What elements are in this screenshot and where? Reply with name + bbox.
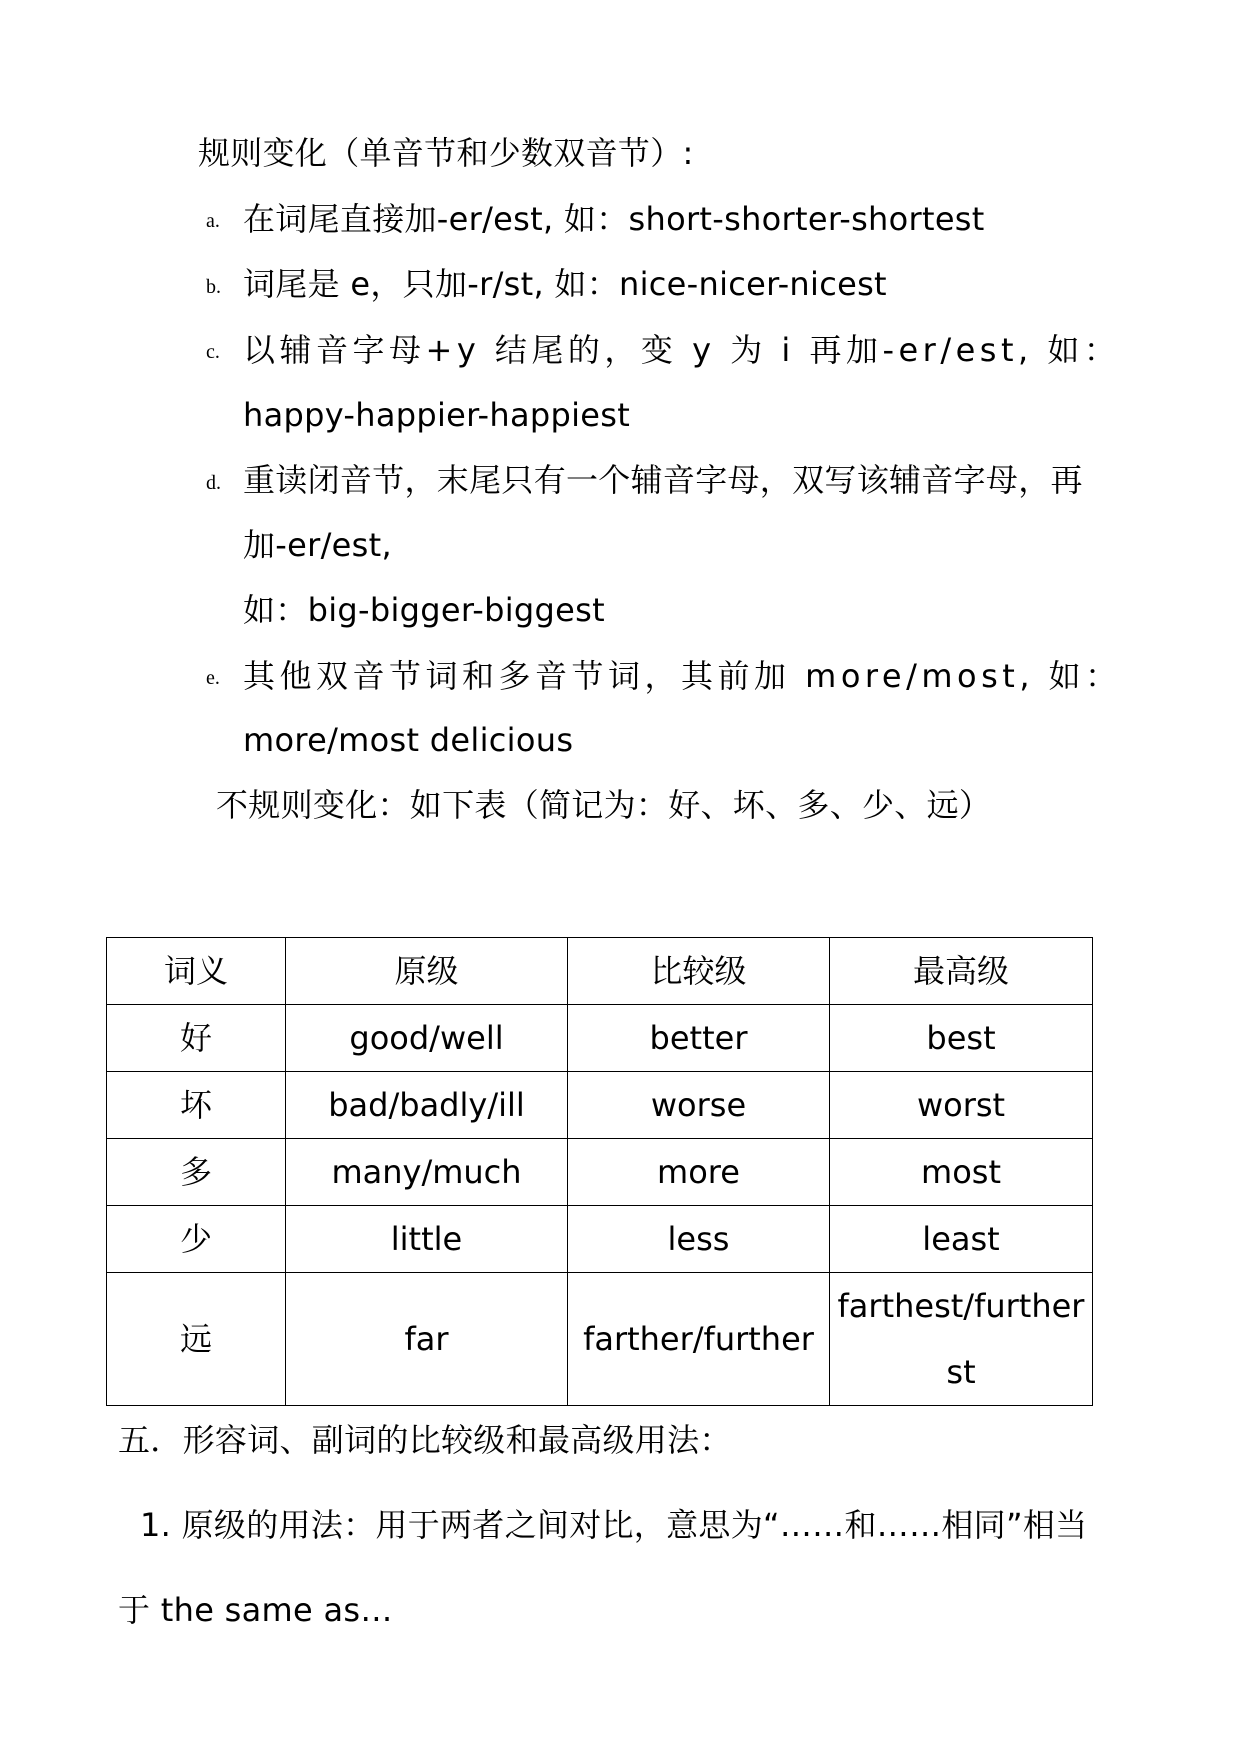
rule-d-text-line3: 如：big-bigger-biggest [243, 591, 605, 629]
table-row [107, 1206, 1093, 1273]
cell-positive: bad/badly/ill [286, 1072, 568, 1139]
table-row [107, 1005, 1093, 1072]
cell-superlative: worst [830, 1072, 1093, 1139]
irregular-heading: 不规则变化：如下表（简记为：好、坏、多、少、远） [216, 786, 992, 824]
rule-c-text-line1: 以辅音字母+y 结尾的，变 y 为 i 再加-er/est, 如： [243, 331, 1121, 369]
cell-positive: many/much [286, 1139, 568, 1206]
cell-superlative: farthest/further st [830, 1273, 1093, 1406]
cell-comparative: less [568, 1206, 830, 1273]
cell-positive: far [286, 1273, 568, 1406]
cell-comparative: more [568, 1139, 830, 1206]
table-row [107, 1072, 1093, 1139]
rule-c-text-line2: happy-happier-happiest [243, 396, 631, 434]
rule-a-text: 在词尾直接加-er/est, 如：short-shorter-shortest [243, 200, 985, 238]
header-meaning: 词义 [107, 938, 286, 1005]
cell-positive: little [286, 1206, 568, 1273]
rule-d-text-line1: 重读闭音节，末尾只有一个辅音字母，双写该辅音字母，再 [243, 461, 1083, 499]
rule-b-text: 词尾是 e，只加-r/st, 如：nice-nicer-nicest [243, 265, 887, 303]
cell-superlative: most [830, 1139, 1093, 1206]
header-superlative: 最高级 [830, 938, 1093, 1005]
table-header-row [107, 938, 1093, 1005]
rule-b-marker: b. [206, 276, 221, 298]
section-heading: 五．形容词、副词的比较级和最高级用法： [118, 1421, 732, 1459]
header-comparative: 比较级 [568, 938, 830, 1005]
usage-1-line2: 于 the same as… [118, 1591, 393, 1629]
cell-comparative: farther/further [568, 1273, 830, 1406]
cell-superlative: least [830, 1206, 1093, 1273]
regular-heading: 规则变化（单音节和少数双音节）: [198, 134, 694, 172]
header-positive: 原级 [286, 938, 568, 1005]
irregular-forms-table [106, 937, 1093, 1406]
cell-comparative: worse [568, 1072, 830, 1139]
rule-d-marker: d. [206, 472, 221, 494]
rule-c-marker: c. [206, 341, 220, 363]
rule-d-text-line2: 加-er/est, [243, 526, 392, 564]
rule-a-marker: a. [206, 210, 220, 232]
cell-comparative: better [568, 1005, 830, 1072]
cell-meaning: 坏 [107, 1072, 286, 1139]
cell-meaning: 多 [107, 1139, 286, 1206]
rule-e-text-line1: 其他双音节词和多音节词，其前加 more/most, 如： [243, 657, 1122, 695]
cell-meaning: 少 [107, 1206, 286, 1273]
cell-superlative: best [830, 1005, 1093, 1072]
rule-e-text-line2: more/most delicious [243, 721, 574, 759]
cell-positive: good/well [286, 1005, 568, 1072]
cell-meaning: 远 [107, 1273, 286, 1406]
table-row [107, 1139, 1093, 1206]
usage-1-line1: 1. 原级的用法：用于两者之间对比，意思为“……和……相同”相当 [140, 1506, 1088, 1544]
table-row [107, 1273, 1093, 1406]
rule-e-marker: e. [206, 667, 220, 689]
cell-meaning: 好 [107, 1005, 286, 1072]
